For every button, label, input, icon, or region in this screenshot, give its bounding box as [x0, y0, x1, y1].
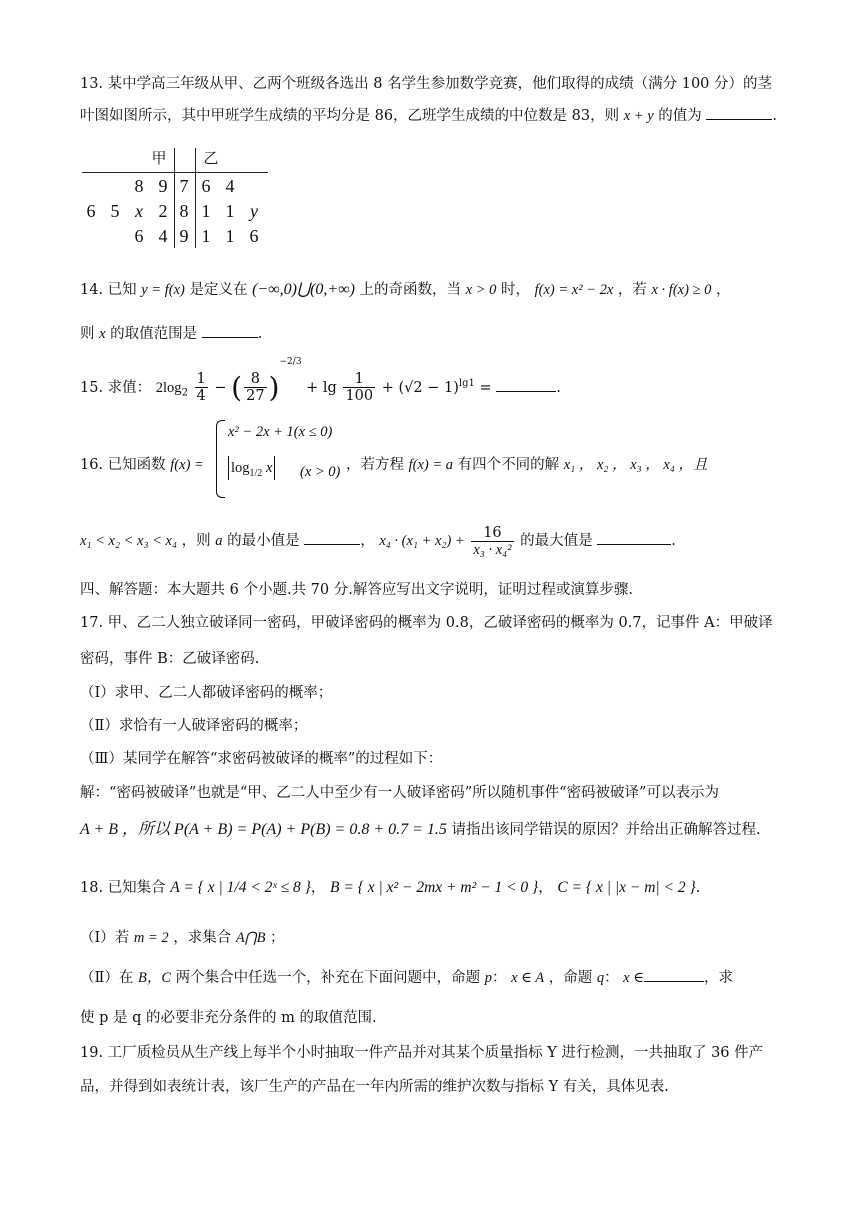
q19-line1: 19. 工厂质检员从生产线上每半个小时抽取一件产品并对其某个质量指标 Y 进行检测，一共抽取了 36 件产 — [80, 1045, 764, 1061]
leaf: 6 — [249, 226, 259, 246]
q16-line1-rest: ，若方程 f(x) = a 有四个不同的解 x₁ ， x₂ ， x₃ ， x₄ ，且 — [346, 457, 708, 473]
q17-line1: 17. 甲、乙二人独立破译同一密码，甲破译密码的概率为 0.8，乙破译密码的概率为 0.7，记事件 A：甲破译 — [80, 615, 773, 631]
answer-blank — [706, 105, 772, 120]
q17-part1: （Ⅰ）求甲、乙二人都破译密码的概率； — [80, 685, 333, 701]
header-right: 乙 — [203, 149, 219, 167]
leaf: 4 — [225, 176, 235, 196]
leaf: y — [250, 201, 258, 221]
leaf: 1 — [201, 226, 211, 246]
fraction: $\frac{8}{27}$ — [246, 371, 265, 405]
q16-case2: $\log_{1/2} x$ — [228, 458, 275, 484]
stem-divider-right — [195, 148, 196, 248]
q18-part1: （Ⅰ）若 m = 2 ，求集合 A⋂B ； — [80, 930, 285, 946]
leaf: x — [135, 201, 143, 221]
q13-line2: 叶图如图所示，其中甲班学生成绩的平均分是 86，乙班学生成绩的中位数是 83，则 x + y 的值为 . — [80, 105, 777, 126]
leaf: 6 — [201, 176, 211, 196]
q16-prefix: 16. 已知函数 f(x) = — [80, 457, 204, 473]
stem: 8 — [179, 201, 189, 221]
leaf: 4 — [158, 226, 168, 246]
stem-leaf-plot — [82, 146, 272, 250]
leaf: 9 — [158, 176, 168, 196]
leaf: 1 — [225, 226, 235, 246]
answer-blank — [597, 530, 671, 545]
stem: 7 — [179, 176, 189, 196]
q16-case2-cond: (x > 0) — [300, 464, 341, 480]
leaf: 8 — [134, 176, 144, 196]
q15-expression: 15. 求值： $2\log_2$ $\frac{1}{4}$ − ( $\frac{8}{27}$ )−2/3 + lg $\frac{1}{100}$ + $(√2 - 1)^{lg1}$ = . — [80, 357, 561, 405]
fraction: $\frac{16}{\text{x₃ · x₄²}}$ — [473, 524, 512, 558]
answer-blank — [202, 323, 258, 338]
header-left: 甲 — [151, 149, 167, 167]
q18-sets: 18. 已知集合 A = { x | 1/4 < 2ˣ ≤ 8 }， B = { x | x² − 2mx + m² − 1 < 0 }， C = { x | |x − m| < 2 }. — [80, 879, 701, 896]
q18-part2: （Ⅱ）在 B，C 两个集合中任选一个，补充在下面问题中，命题 p： x ∈ A ，命题 q： x ∈ ，求 — [80, 967, 733, 988]
q17-solution-line1: 解：“密码被破译”也就是“甲、乙二人中至少有一人破译密码”所以随机事件“密码被破译”可以表示为 — [80, 785, 719, 801]
q19-line2: 品，并得到如表统计表，该厂生产的产品在一年内所需的维护次数与指标 Y 有关，具体见表. — [80, 1079, 669, 1095]
q14-line2: 则 x 的取值范围是 . — [80, 323, 262, 344]
q17-part2: （Ⅱ）求恰有一人破译密码的概率； — [80, 718, 308, 734]
q13-line1: 13. 某中学高三年级从甲、乙两个班级各选出 8 名学生参加数学竞赛，他们取得的成绩（满分 100 分）的茎 — [80, 76, 773, 92]
piecewise-brace — [216, 420, 225, 498]
stem: 9 — [179, 226, 189, 246]
fraction: $\frac{1}{4}$ — [196, 371, 206, 405]
q16-case1: x² − 2x + 1(x ≤ 0) — [228, 424, 333, 440]
section-heading: 四、解答题：本大题共 6 个小题.共 70 分.解答应写出文字说明，证明过程或演算步骤. — [80, 582, 633, 598]
leaf: 6 — [86, 201, 96, 221]
leaf: 2 — [158, 201, 168, 221]
q17-line2: 密码，事件 B：乙破译密码. — [80, 651, 260, 667]
header-rule — [82, 172, 268, 173]
q18-part2-line2: 使 p 是 q 的必要非充分条件的 m 的取值范围. — [80, 1010, 377, 1026]
q16-line2: x₁ < x₂ < x₃ < x₄ ，则 a 的最小值是 ， x₄ · (x₁ + x₂) + $\frac{16}{\text{x₃ · x₄²}}$ 的最大值是 . — [80, 524, 676, 558]
fraction: $\frac{1}{100}$ — [345, 371, 374, 405]
answer-blank — [304, 530, 360, 545]
q14-line1: 14. 已知 y = f(x) 是定义在 (−∞,0)⋃(0,+∞) 上的奇函数，当 x > 0 时， f(x) = x² − 2x ，若 x · f(x) ≥ 0 ， — [80, 281, 731, 298]
q17-solution-line2: A + B ，所以 P(A + B) = P(A) + P(B) = 0.8 + 0.7 = 1.5 请指出该同学错误的原因？并给出正确解答过程. — [80, 821, 761, 838]
leaf: 1 — [225, 201, 235, 221]
leaf: 6 — [134, 226, 144, 246]
answer-blank — [644, 967, 704, 982]
q17-part3: （Ⅲ）某同学在解答“求密码被破译的概率”的过程如下： — [80, 751, 443, 767]
answer-blank — [496, 377, 556, 392]
leaf: 5 — [110, 201, 120, 221]
leaf: 1 — [201, 201, 211, 221]
